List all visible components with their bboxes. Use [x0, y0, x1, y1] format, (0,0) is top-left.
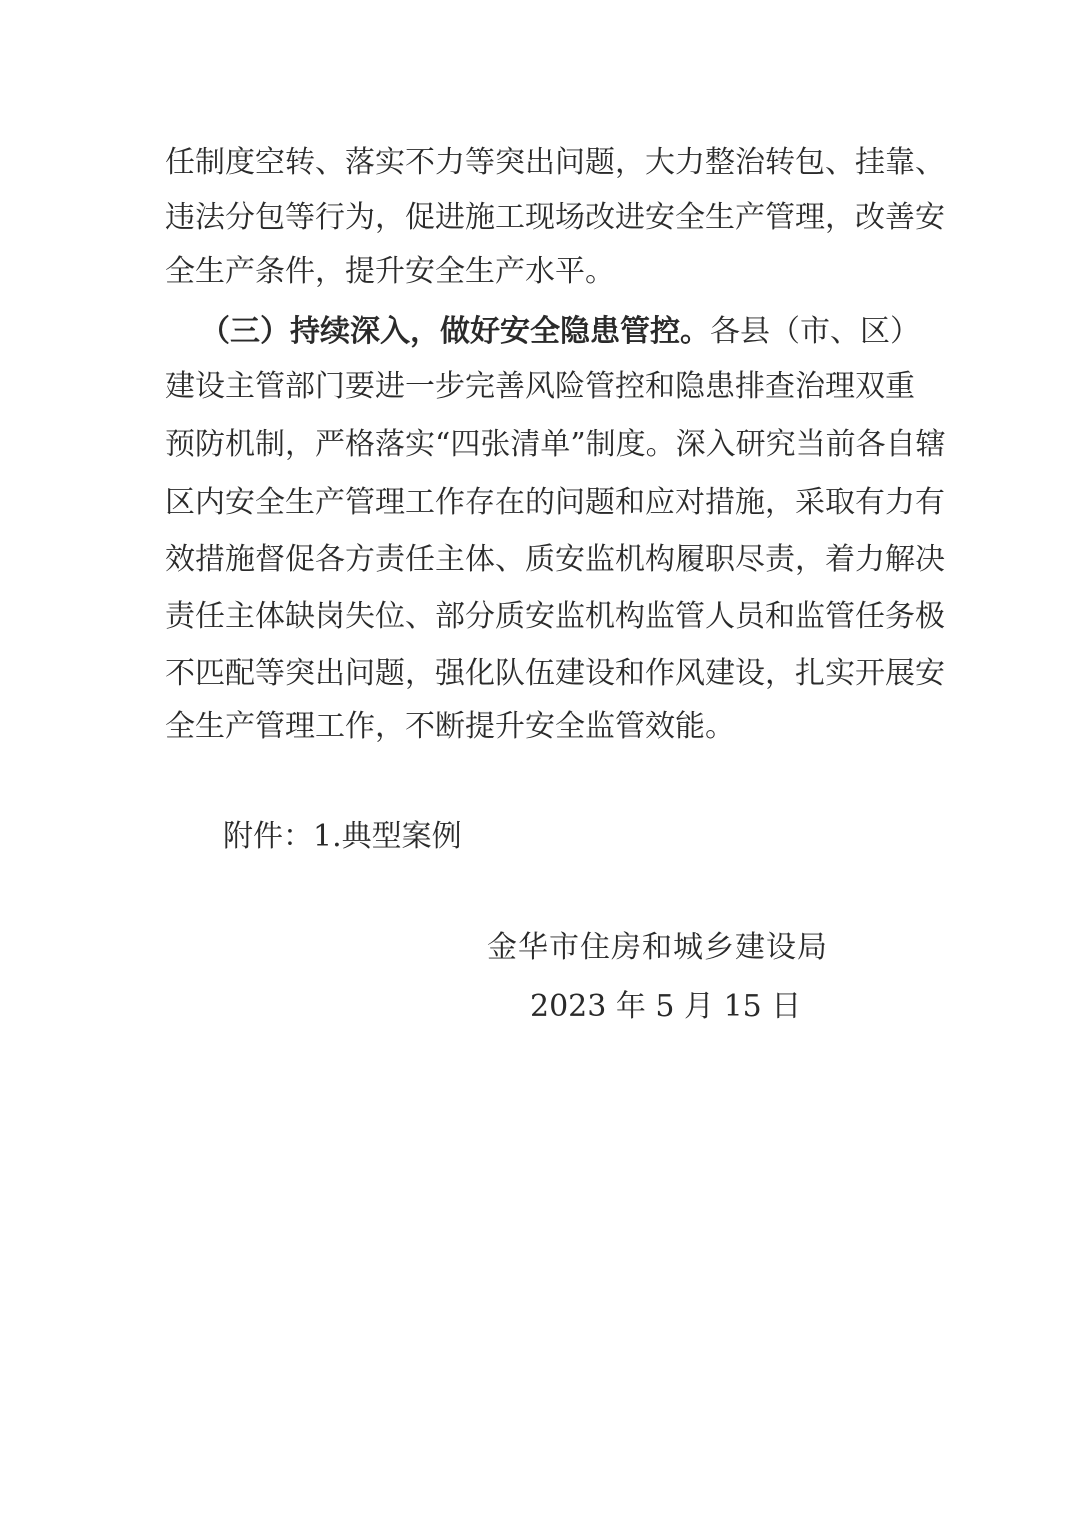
attachment-line: 附件：1.典型案例: [223, 819, 462, 854]
paragraph2-line-2: 建设主管部门要进一步完善风险管控和隐患排查治理双重: [165, 369, 915, 404]
paragraph1-line-1: 任制度空转、落实不力等突出问题，大力整治转包、挂靠、: [165, 145, 945, 180]
paragraph2-line-6: 责任主体缺岗失位、部分质安监机构监管人员和监管任务极: [165, 599, 945, 634]
paragraph1-line-3: 全生产条件，提升安全生产水平。: [165, 254, 615, 289]
paragraph2-first-line: [200, 312, 920, 352]
paragraph2-line-7: 不匹配等突出问题，强化队伍建设和作风建设，扎实开展安: [165, 656, 945, 691]
section-heading: （三）持续深入，做好安全隐患管控。: [200, 314, 710, 349]
paragraph2-line-8: 全生产管理工作，不断提升安全监管效能。: [165, 709, 735, 744]
paragraph2-line-3: 预防机制，严格落实“四张清单”制度。深入研究当前各自辖: [165, 427, 946, 462]
section-heading-rest: 各县（市、区）: [710, 314, 920, 349]
paragraph1-line-2: 违法分包等行为，促进施工现场改进安全生产管理，改善安: [165, 200, 945, 235]
issuing-organization: 金华市住房和城乡建设局: [487, 930, 828, 965]
paragraph2-line-4: 区内安全生产管理工作存在的问题和应对措施，采取有力有: [165, 485, 945, 520]
paragraph2-line-5: 效措施督促各方责任主体、质安监机构履职尽责，着力解决: [165, 542, 945, 577]
issue-date: 2023 年 5 月 15 日: [530, 989, 802, 1024]
